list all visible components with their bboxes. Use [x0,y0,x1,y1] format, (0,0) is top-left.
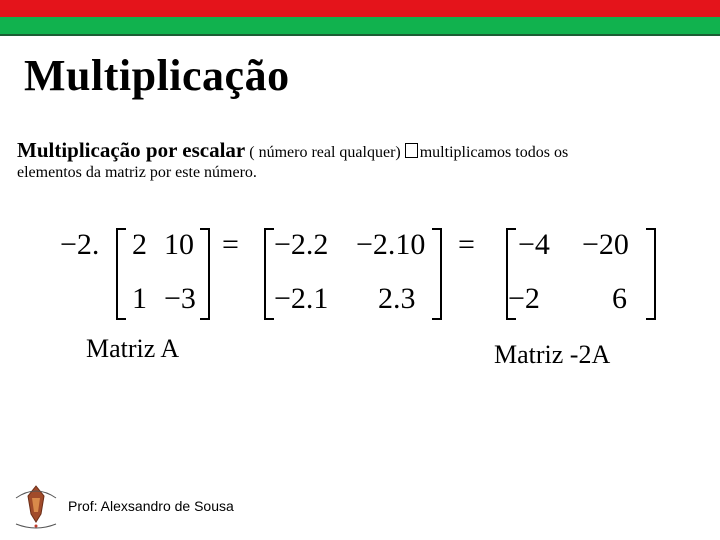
caption-matrix-result: Matriz -2A [494,340,611,369]
product-right-bracket [432,228,442,320]
product-r1c1: −2.2 [274,228,329,261]
result-r1c2: −20 [582,228,629,261]
result-right-bracket [646,228,656,320]
footer-author: Prof: Alexsandro de Sousa [68,498,234,514]
matrix-a-r1c2: 10 [164,228,194,261]
definition-line-2: elementos da matriz por este número. [17,164,257,181]
product-r1c2: −2.10 [356,228,426,261]
matrix-a-left-bracket [116,228,126,320]
matrix-a-r1c1: 2 [132,228,147,261]
definition-note: ( número real qualquer) [249,144,401,161]
definition-line-1 [17,138,568,163]
result-r2c1: −2 [508,282,540,315]
result-r2c2: 6 [612,282,627,315]
product-left-bracket [264,228,274,320]
matrix-a-right-bracket [200,228,210,320]
definition-heading: Multiplicação por escalar [17,138,246,162]
caption-matrix-a: Matriz A [86,334,180,363]
definition-continuation: multiplicamos todos os [419,144,569,161]
product-r2c1: −2.1 [274,282,329,315]
bullet-placeholder-icon [405,143,418,158]
header-rule [0,34,720,36]
result-r1c1: −4 [518,228,550,261]
equals-sign-1: = [222,228,239,261]
product-r2c2: 2.3 [378,282,416,315]
school-crest-icon [8,482,64,530]
matrix-a-r2c2: −3 [164,282,196,315]
header-band-red [0,0,720,17]
matrix-a-r2c1: 1 [132,282,147,315]
scalar-factor: −2. [60,228,100,261]
equals-sign-2: = [458,228,475,261]
header-band-green [0,17,720,34]
slide-title: Multiplicação [24,51,290,100]
